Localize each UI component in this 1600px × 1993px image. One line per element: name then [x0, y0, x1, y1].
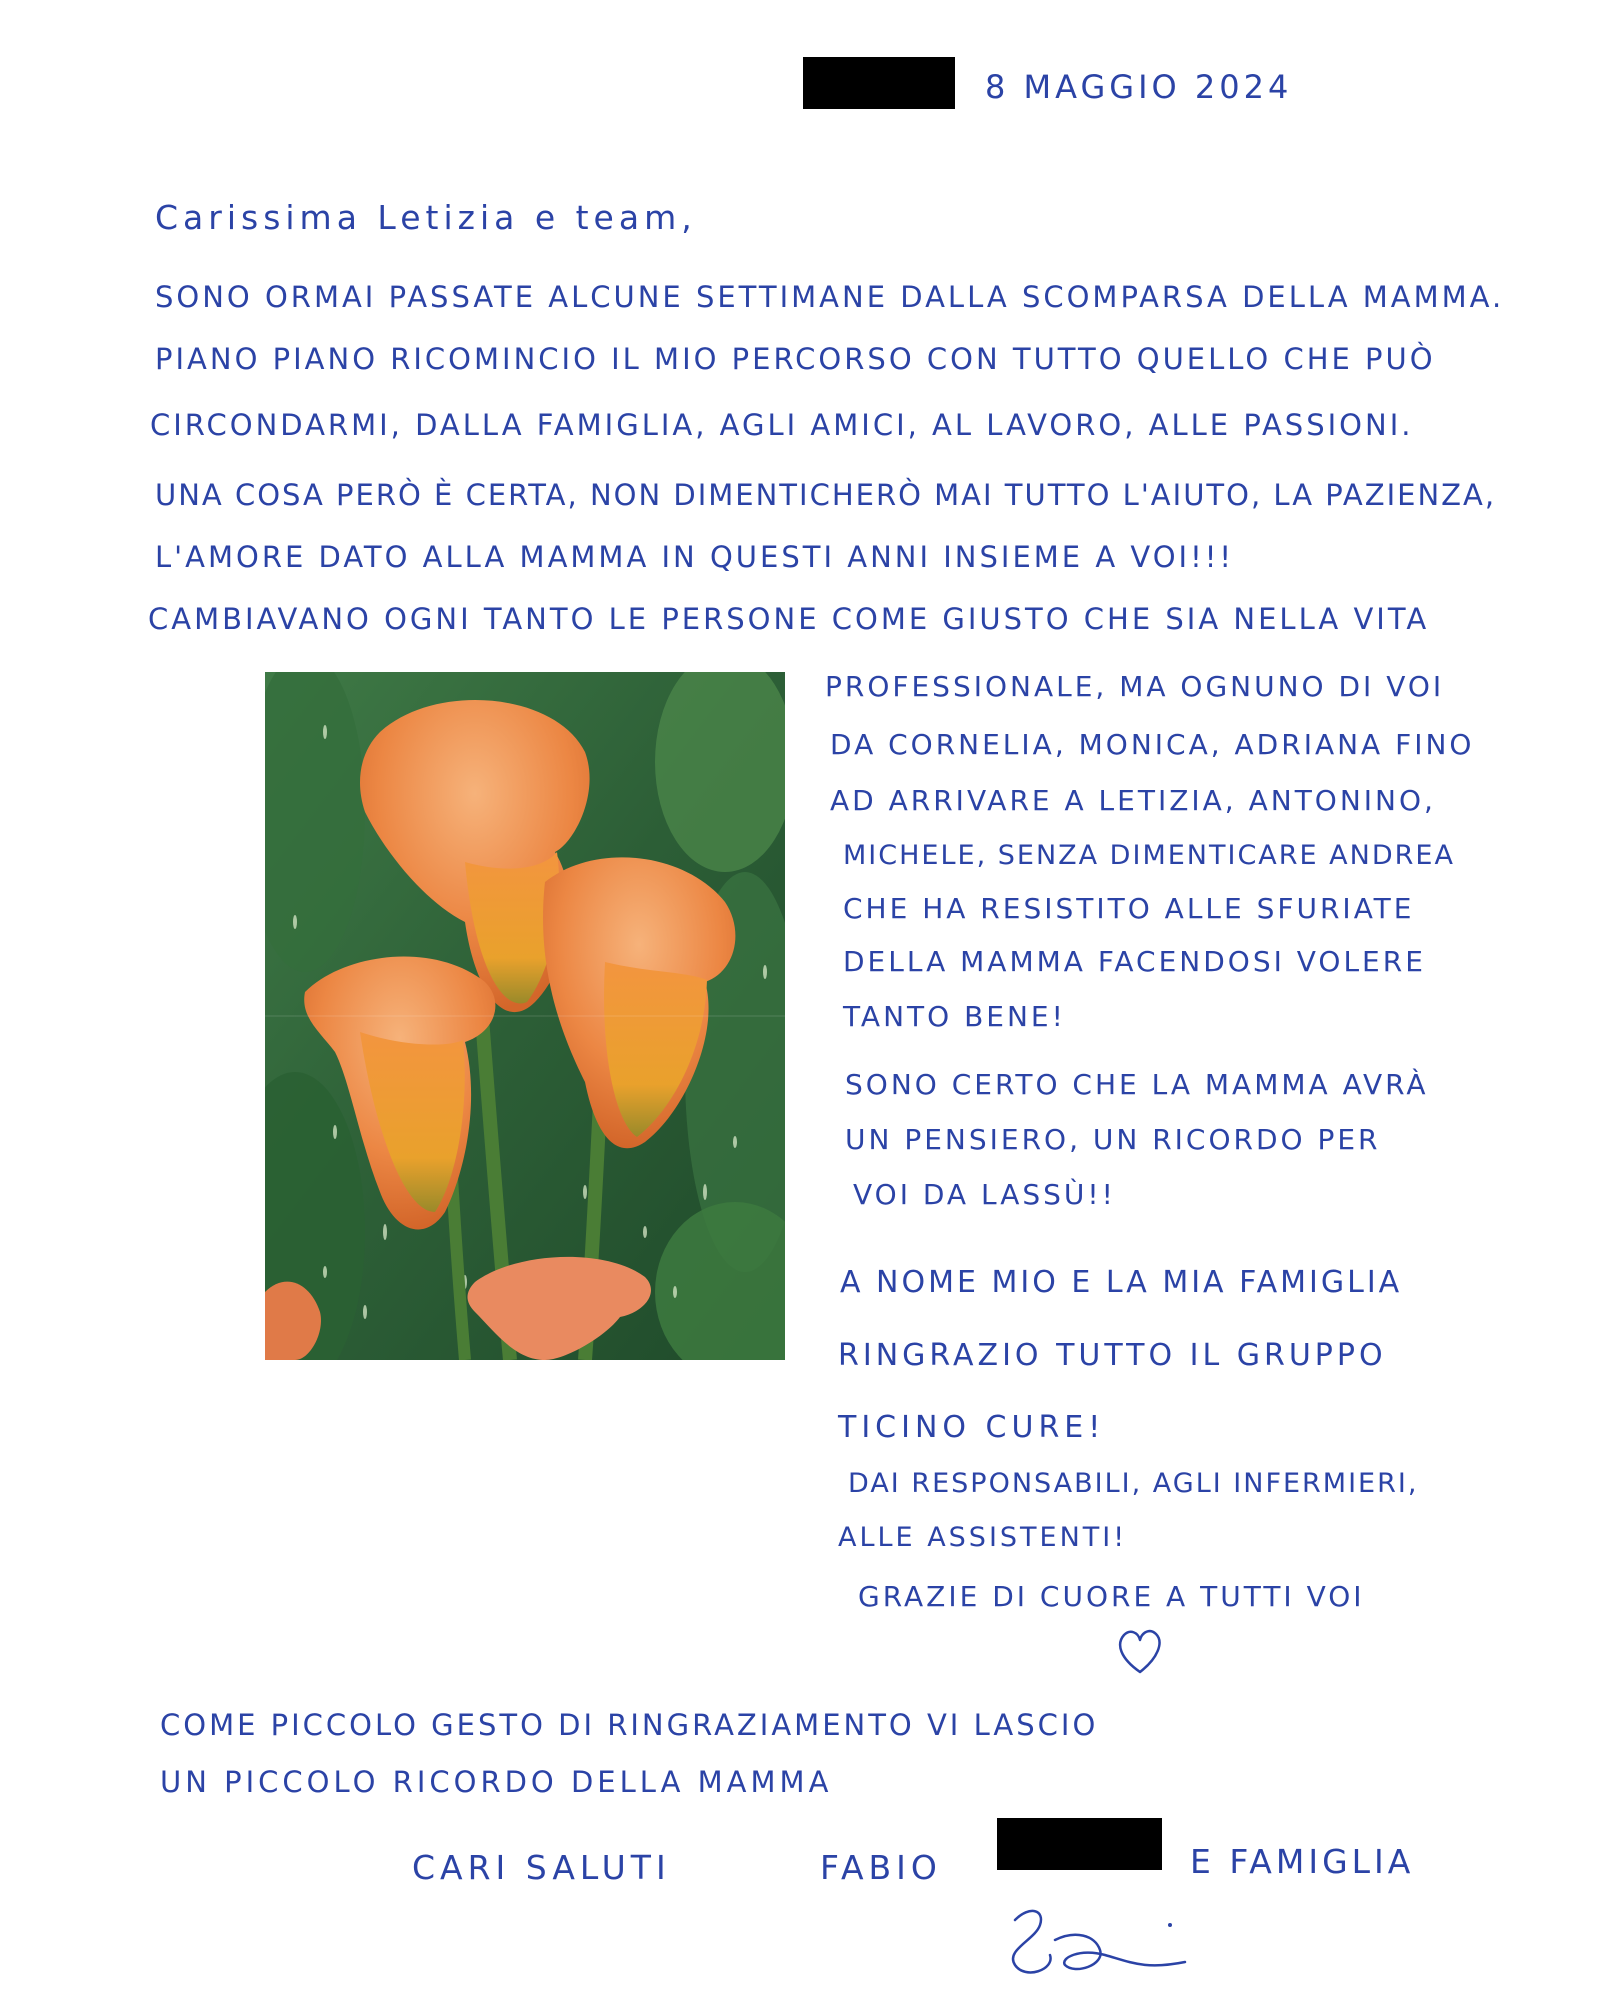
side-line: GRAZIE DI CUORE A TUTTI VOI: [858, 1580, 1365, 1613]
closing-line: UN PICCOLO RICORDO DELLA MAMMA: [160, 1765, 833, 1799]
redacted-place: [803, 57, 955, 109]
side-line: A NOME MIO E LA MIA FAMIGLIA: [840, 1265, 1403, 1300]
signoff-greeting: CARI SALUTI: [412, 1848, 671, 1887]
side-line: DAI RESPONSABILI, AGLI INFERMIERI,: [848, 1468, 1419, 1499]
calla-lily-photo: [265, 672, 785, 1360]
salutation: Carissima Letizia e team,: [155, 198, 697, 237]
letter-date: 8 MAGGIO 2024: [985, 68, 1293, 106]
side-line: PROFESSIONALE, MA OGNUNO DI VOI: [825, 670, 1445, 703]
side-line: AD ARRIVARE A LETIZIA, ANTONINO,: [830, 784, 1436, 817]
side-line: TICINO CURE!: [838, 1410, 1106, 1445]
side-line: SONO CERTO CHE LA MAMMA AVRÀ: [845, 1068, 1429, 1101]
side-line: MICHELE, SENZA DIMENTICARE ANDREA: [843, 840, 1455, 871]
side-line: ALLE ASSISTENTI!: [838, 1522, 1128, 1553]
side-line: TANTO BENE!: [843, 1000, 1066, 1033]
body-line: CAMBIAVANO OGNI TANTO LE PERSONE COME GIUSTO CHE SIA NELLA VITA: [148, 602, 1430, 636]
body-line: PIANO PIANO RICOMINCIO IL MIO PERCORSO CON TUTTO QUELLO CHE PUÒ: [155, 342, 1436, 376]
side-line: CHE HA RESISTITO ALLE SFURIATE: [843, 892, 1415, 925]
body-line: SONO ORMAI PASSATE ALCUNE SETTIMANE DALLA SCOMPARSA DELLA MAMMA.: [155, 280, 1505, 314]
body-line: CIRCONDARMI, DALLA FAMIGLIA, AGLI AMICI, AL LAVORO, ALLE PASSIONI.: [150, 408, 1414, 442]
side-line: VOI DA LASSÙ!!: [853, 1178, 1116, 1211]
signoff-suffix: E FAMIGLIA: [1190, 1842, 1415, 1881]
body-line: L'AMORE DATO ALLA MAMMA IN QUESTI ANNI INSIEME A VOI!!!: [155, 540, 1234, 574]
closing-line: COME PICCOLO GESTO DI RINGRAZIAMENTO VI LASCIO: [160, 1708, 1099, 1742]
side-line: UN PENSIERO, UN RICORDO PER: [845, 1123, 1381, 1156]
body-line: UNA COSA PERÒ È CERTA, NON DIMENTICHERÒ MAI TUTTO L'AIUTO, LA PAZIENZA,: [155, 478, 1497, 512]
redacted-surname: [997, 1818, 1162, 1870]
side-line: RINGRAZIO TUTTO IL GRUPPO: [838, 1338, 1387, 1373]
side-line: DELLA MAMMA FACENDOSI VOLERE: [843, 945, 1426, 978]
handwritten-signature: [995, 1900, 1205, 1990]
signoff-name: FABIO: [820, 1848, 942, 1887]
heart-icon: [1110, 1620, 1170, 1680]
side-line: DA CORNELIA, MONICA, ADRIANA FINO: [830, 728, 1475, 761]
